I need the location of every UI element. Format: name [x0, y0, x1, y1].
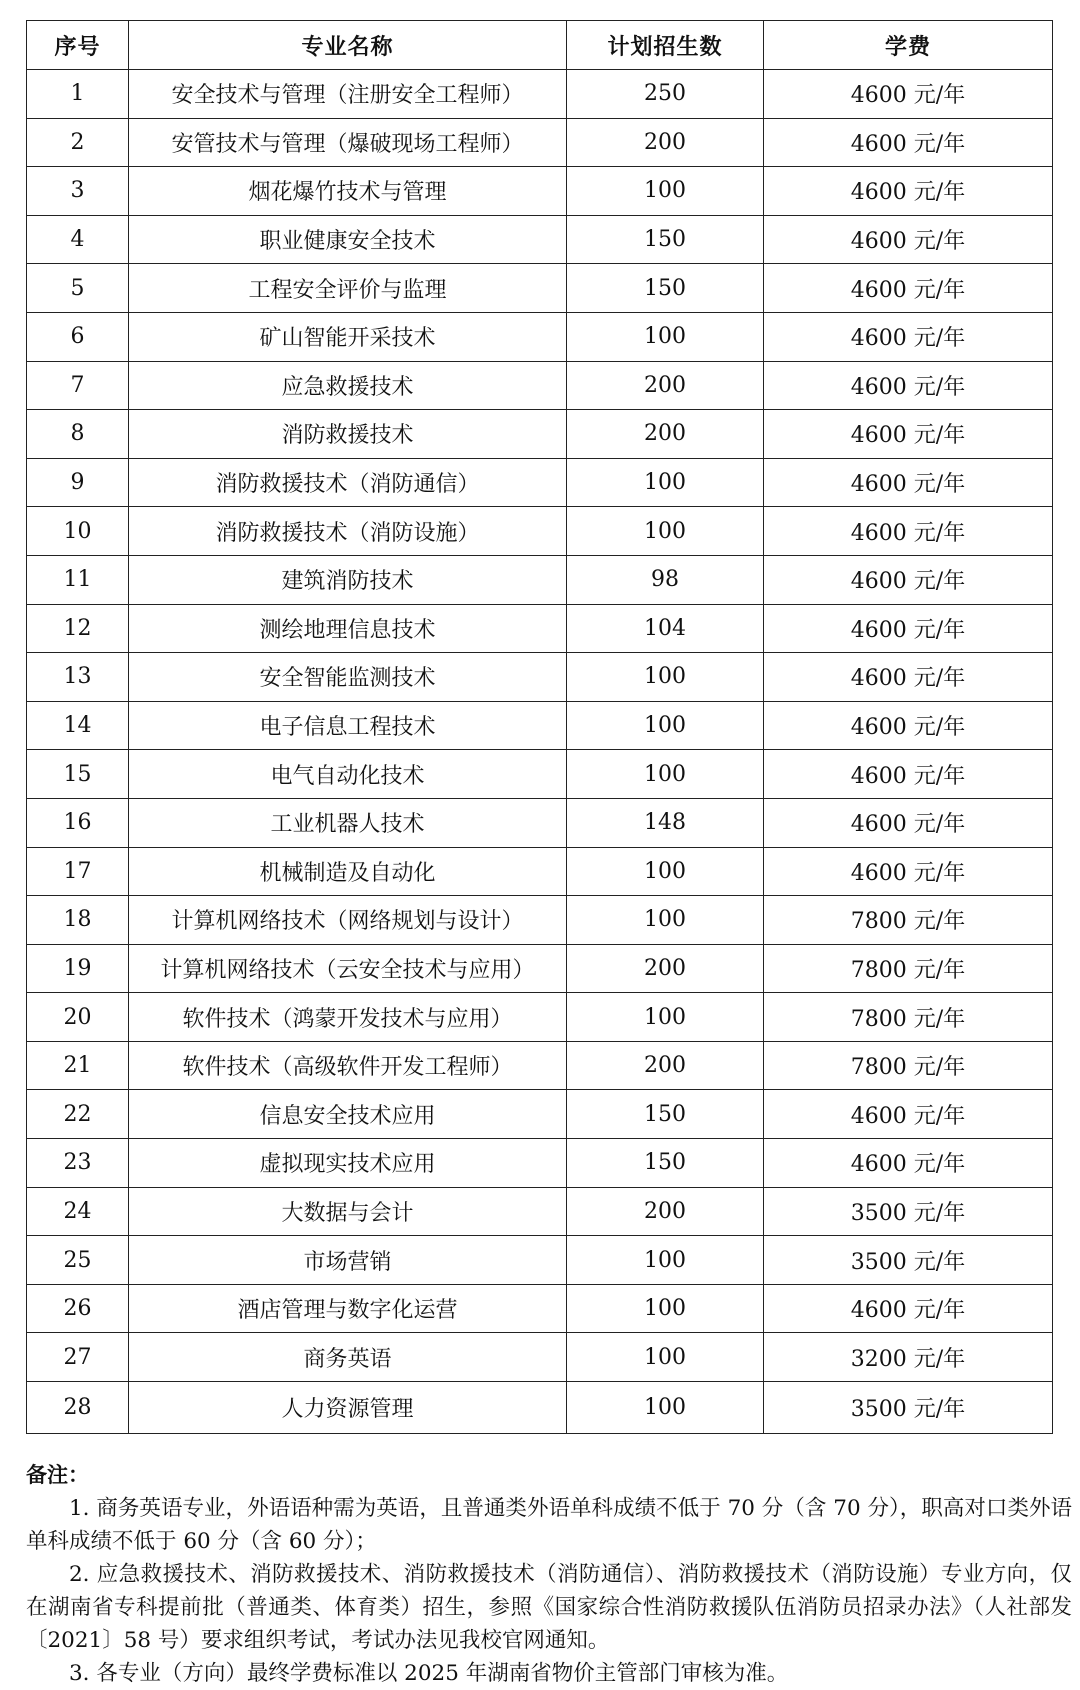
cell-major: 机械制造及自动化	[129, 847, 567, 896]
notes-section	[26, 1460, 1072, 1690]
table-row	[27, 798, 1053, 847]
header-fee: 学费	[764, 21, 1053, 70]
cell-fee: 4600 元/年	[764, 361, 1053, 410]
cell-major: 工程安全评价与监理	[129, 264, 567, 313]
cell-no: 19	[27, 944, 129, 993]
cell-fee: 4600 元/年	[764, 264, 1053, 313]
cell-fee: 4600 元/年	[764, 507, 1053, 556]
cell-fee: 4600 元/年	[764, 70, 1053, 119]
table-row	[27, 1284, 1053, 1333]
cell-plan: 100	[567, 312, 764, 361]
cell-major: 矿山智能开采技术	[129, 312, 567, 361]
table-row	[27, 312, 1053, 361]
cell-fee: 3500 元/年	[764, 1187, 1053, 1236]
cell-major: 电子信息工程技术	[129, 701, 567, 750]
table-row	[27, 1382, 1053, 1434]
cell-plan: 250	[567, 70, 764, 119]
cell-fee: 4600 元/年	[764, 118, 1053, 167]
cell-no: 9	[27, 458, 129, 507]
cell-no: 24	[27, 1187, 129, 1236]
cell-plan: 200	[567, 361, 764, 410]
cell-plan: 98	[567, 555, 764, 604]
cell-fee: 4600 元/年	[764, 701, 1053, 750]
cell-no: 10	[27, 507, 129, 556]
cell-no: 8	[27, 410, 129, 459]
cell-no: 14	[27, 701, 129, 750]
cell-major: 商务英语	[129, 1333, 567, 1382]
cell-major: 酒店管理与数字化运营	[129, 1284, 567, 1333]
cell-major: 烟花爆竹技术与管理	[129, 167, 567, 216]
cell-plan: 150	[567, 1090, 764, 1139]
table-body	[27, 70, 1053, 1434]
cell-plan: 150	[567, 1139, 764, 1188]
cell-major: 计算机网络技术（网络规划与设计）	[129, 896, 567, 945]
cell-plan: 100	[567, 1284, 764, 1333]
cell-no: 7	[27, 361, 129, 410]
table-row	[27, 847, 1053, 896]
cell-no: 17	[27, 847, 129, 896]
cell-no: 6	[27, 312, 129, 361]
cell-major: 测绘地理信息技术	[129, 604, 567, 653]
cell-fee: 4600 元/年	[764, 847, 1053, 896]
cell-no: 13	[27, 653, 129, 702]
table-row	[27, 507, 1053, 556]
cell-plan: 200	[567, 118, 764, 167]
cell-fee: 3500 元/年	[764, 1236, 1053, 1285]
table-row	[27, 944, 1053, 993]
cell-fee: 3200 元/年	[764, 1333, 1053, 1382]
cell-no: 22	[27, 1090, 129, 1139]
cell-fee: 4600 元/年	[764, 555, 1053, 604]
cell-major: 计算机网络技术（云安全技术与应用）	[129, 944, 567, 993]
cell-major: 软件技术（鸿蒙开发技术与应用）	[129, 993, 567, 1042]
cell-fee: 4600 元/年	[764, 410, 1053, 459]
cell-fee: 4600 元/年	[764, 167, 1053, 216]
cell-fee: 4600 元/年	[764, 1284, 1053, 1333]
table-row	[27, 701, 1053, 750]
table-row	[27, 653, 1053, 702]
cell-fee: 7800 元/年	[764, 896, 1053, 945]
table-row	[27, 215, 1053, 264]
cell-major: 消防救援技术（消防通信）	[129, 458, 567, 507]
table-row	[27, 993, 1053, 1042]
cell-major: 虚拟现实技术应用	[129, 1139, 567, 1188]
cell-no: 21	[27, 1041, 129, 1090]
cell-fee: 4600 元/年	[764, 604, 1053, 653]
table-row	[27, 1090, 1053, 1139]
note-item-3: 3. 各专业（方向）最终学费标准以 2025 年湖南省物价主管部门审核为准。	[69, 1661, 789, 1686]
cell-fee: 7800 元/年	[764, 944, 1053, 993]
cell-plan: 100	[567, 896, 764, 945]
cell-major: 信息安全技术应用	[129, 1090, 567, 1139]
cell-no: 18	[27, 896, 129, 945]
cell-fee: 4600 元/年	[764, 798, 1053, 847]
cell-plan: 100	[567, 458, 764, 507]
cell-no: 27	[27, 1333, 129, 1382]
cell-fee: 7800 元/年	[764, 993, 1053, 1042]
table-row	[27, 1236, 1053, 1285]
table-row	[27, 167, 1053, 216]
table-row	[27, 604, 1053, 653]
cell-major: 应急救援技术	[129, 361, 567, 410]
note-item-2: 2. 应急救援技术、消防救援技术、消防救援技术（消防通信）、消防救援技术（消防设施）专业方向，仅在湖南省专科提前批（普通类、体育类）招生，参照《国家综合性消防救援队伍消防员招录办法》（人社部发〔2021〕58 号）要求组织考试，考试办法见我校官网通知。	[26, 1562, 1072, 1653]
table-row	[27, 1187, 1053, 1236]
cell-plan: 100	[567, 1333, 764, 1382]
table-row	[27, 70, 1053, 119]
cell-no: 23	[27, 1139, 129, 1188]
cell-major: 电气自动化技术	[129, 750, 567, 799]
cell-major: 消防救援技术（消防设施）	[129, 507, 567, 556]
cell-plan: 100	[567, 750, 764, 799]
table-header-row	[27, 21, 1053, 70]
cell-major: 安全技术与管理（注册安全工程师）	[129, 70, 567, 119]
cell-major: 消防救援技术	[129, 410, 567, 459]
cell-plan: 100	[567, 847, 764, 896]
cell-major: 人力资源管理	[129, 1382, 567, 1434]
cell-no: 5	[27, 264, 129, 313]
cell-plan: 150	[567, 264, 764, 313]
cell-no: 15	[27, 750, 129, 799]
table-row	[27, 458, 1053, 507]
cell-no: 12	[27, 604, 129, 653]
cell-major: 建筑消防技术	[129, 555, 567, 604]
cell-no: 28	[27, 1382, 129, 1434]
table-row	[27, 750, 1053, 799]
cell-plan: 100	[567, 167, 764, 216]
header-plan: 计划招生数	[567, 21, 764, 70]
table-row	[27, 118, 1053, 167]
cell-plan: 200	[567, 410, 764, 459]
cell-plan: 200	[567, 944, 764, 993]
cell-no: 25	[27, 1236, 129, 1285]
cell-major: 职业健康安全技术	[129, 215, 567, 264]
table-row	[27, 555, 1053, 604]
cell-plan: 100	[567, 507, 764, 556]
note-item-1: 1. 商务英语专业，外语语种需为英语，且普通类外语单科成绩不低于 70 分（含 70 分），职高对口类外语单科成绩不低于 60 分（含 60 分）；	[26, 1496, 1072, 1554]
table-row	[27, 410, 1053, 459]
cell-fee: 4600 元/年	[764, 750, 1053, 799]
cell-no: 4	[27, 215, 129, 264]
cell-no: 11	[27, 555, 129, 604]
cell-fee: 4600 元/年	[764, 653, 1053, 702]
cell-plan: 100	[567, 993, 764, 1042]
header-major: 专业名称	[129, 21, 567, 70]
cell-fee: 7800 元/年	[764, 1041, 1053, 1090]
cell-plan: 104	[567, 604, 764, 653]
cell-major: 软件技术（高级软件开发工程师）	[129, 1041, 567, 1090]
cell-no: 26	[27, 1284, 129, 1333]
cell-plan: 100	[567, 1236, 764, 1285]
header-no: 序号	[27, 21, 129, 70]
table-row	[27, 1139, 1053, 1188]
cell-fee: 4600 元/年	[764, 312, 1053, 361]
cell-plan: 100	[567, 701, 764, 750]
cell-major: 安管技术与管理（爆破现场工程师）	[129, 118, 567, 167]
notes-title: 备注：	[26, 1463, 89, 1487]
cell-fee: 4600 元/年	[764, 1090, 1053, 1139]
cell-major: 大数据与会计	[129, 1187, 567, 1236]
cell-plan: 100	[567, 653, 764, 702]
cell-major: 市场营销	[129, 1236, 567, 1285]
cell-plan: 150	[567, 215, 764, 264]
table-row	[27, 1333, 1053, 1382]
cell-fee: 3500 元/年	[764, 1382, 1053, 1434]
cell-major: 工业机器人技术	[129, 798, 567, 847]
cell-major: 安全智能监测技术	[129, 653, 567, 702]
table-row	[27, 896, 1053, 945]
table-row	[27, 361, 1053, 410]
table-row	[27, 1041, 1053, 1090]
admission-plan-table	[26, 20, 1053, 1434]
cell-no: 16	[27, 798, 129, 847]
cell-plan: 100	[567, 1382, 764, 1434]
table-row	[27, 264, 1053, 313]
cell-no: 20	[27, 993, 129, 1042]
cell-fee: 4600 元/年	[764, 458, 1053, 507]
cell-plan: 200	[567, 1041, 764, 1090]
cell-no: 3	[27, 167, 129, 216]
cell-no: 1	[27, 70, 129, 119]
cell-plan: 200	[567, 1187, 764, 1236]
cell-fee: 4600 元/年	[764, 1139, 1053, 1188]
cell-no: 2	[27, 118, 129, 167]
cell-fee: 4600 元/年	[764, 215, 1053, 264]
cell-plan: 148	[567, 798, 764, 847]
